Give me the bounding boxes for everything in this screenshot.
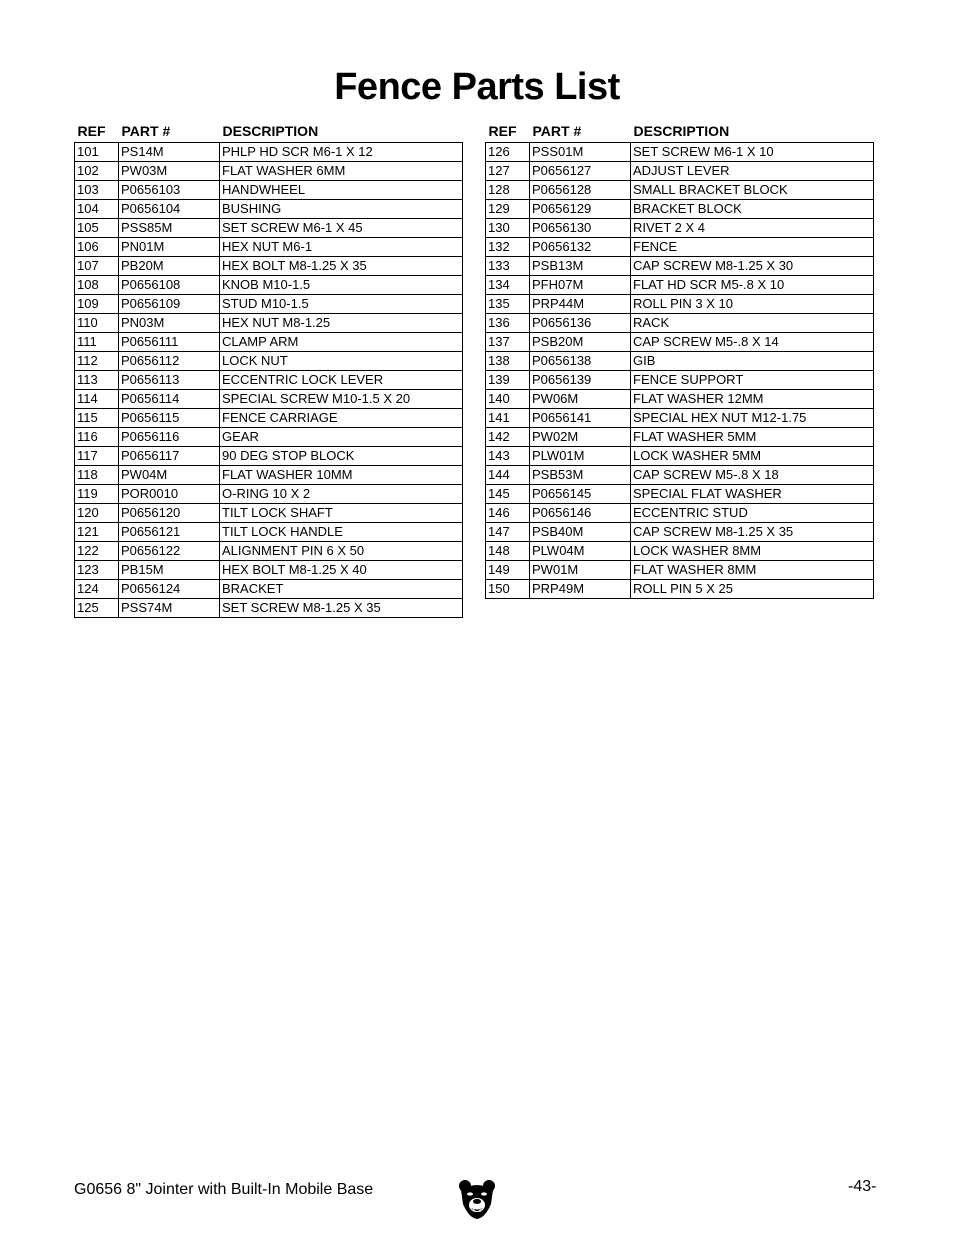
cell-part-number: PRP49M [530,580,631,599]
cell-description: FENCE [631,238,874,257]
page-number: -43- [848,1178,877,1195]
cell-description: ECCENTRIC STUD [631,504,874,523]
cell-description: TILT LOCK SHAFT [220,504,463,523]
table-row [75,143,463,162]
cell-part-number: PN03M [119,314,220,333]
header-ref: REF [488,123,517,139]
cell-part-number: PW02M [530,428,631,447]
cell-description: FLAT WASHER 6MM [220,162,463,181]
footer-model-title: G0656 8" Jointer with Built-In Mobile Base [74,1181,374,1198]
parts-table-left [74,120,463,618]
header-description: DESCRIPTION [633,123,730,139]
cell-part-number: P0656136 [530,314,631,333]
table-row [75,504,463,523]
table-row [486,523,874,542]
cell-description: HEX NUT M8-1.25 [220,314,463,333]
cell-part-number: PRP44M [530,295,631,314]
cell-ref: 142 [486,428,530,447]
table-row [486,257,874,276]
header-part: PART # [532,123,582,139]
cell-description: O-RING 10 X 2 [220,485,463,504]
cell-part-number: PSS74M [119,599,220,618]
page-title: Fence Parts List [334,66,620,108]
cell-ref: 118 [75,466,119,485]
table-row [75,523,463,542]
table-row [75,599,463,618]
cell-part-number: P0656108 [119,276,220,295]
cell-ref: 124 [75,580,119,599]
cell-ref: 117 [75,447,119,466]
table-row [75,561,463,580]
cell-ref: 134 [486,276,530,295]
cell-ref: 137 [486,333,530,352]
table-row [486,200,874,219]
cell-part-number: P0656129 [530,200,631,219]
cell-description: ALIGNMENT PIN 6 X 50 [220,542,463,561]
cell-part-number: P0656128 [530,181,631,200]
cell-ref: 138 [486,352,530,371]
cell-ref: 133 [486,257,530,276]
cell-description: HEX NUT M6-1 [220,238,463,257]
cell-description: BUSHING [220,200,463,219]
cell-ref: 136 [486,314,530,333]
table-row [75,219,463,238]
table-row [75,390,463,409]
table-row [75,580,463,599]
cell-ref: 125 [75,599,119,618]
cell-part-number: PW03M [119,162,220,181]
cell-description: TILT LOCK HANDLE [220,523,463,542]
cell-ref: 139 [486,371,530,390]
table-row [486,162,874,181]
cell-description: LOCK WASHER 5MM [631,447,874,466]
table-row [486,428,874,447]
cell-part-number: P0656104 [119,200,220,219]
cell-part-number: P0656139 [530,371,631,390]
table-row [486,371,874,390]
cell-part-number: PFH07M [530,276,631,295]
cell-ref: 123 [75,561,119,580]
table-header-row [486,120,874,143]
table-row [75,409,463,428]
table-row [486,485,874,504]
cell-description: RIVET 2 X 4 [631,219,874,238]
cell-part-number: PW06M [530,390,631,409]
cell-description: FLAT HD SCR M5-.8 X 10 [631,276,874,295]
table-row [75,428,463,447]
cell-description: KNOB M10-1.5 [220,276,463,295]
cell-part-number: P0656138 [530,352,631,371]
table-row [75,295,463,314]
cell-description: FLAT WASHER 10MM [220,466,463,485]
cell-ref: 130 [486,219,530,238]
cell-description: BRACKET [220,580,463,599]
cell-ref: 112 [75,352,119,371]
table-row [486,542,874,561]
cell-ref: 146 [486,504,530,523]
cell-description: HANDWHEEL [220,181,463,200]
cell-part-number: PSS85M [119,219,220,238]
cell-ref: 115 [75,409,119,428]
cell-description: SET SCREW M6-1 X 10 [631,143,874,162]
cell-description: GEAR [220,428,463,447]
cell-part-number: P0656103 [119,181,220,200]
table-row [486,219,874,238]
cell-ref: 105 [75,219,119,238]
cell-description: LOCK NUT [220,352,463,371]
cell-part-number: PSB20M [530,333,631,352]
cell-ref: 106 [75,238,119,257]
cell-part-number: P0656130 [530,219,631,238]
cell-part-number: PLW01M [530,447,631,466]
cell-description: 90 DEG STOP BLOCK [220,447,463,466]
table-row [486,561,874,580]
cell-ref: 149 [486,561,530,580]
table-row [486,143,874,162]
cell-part-number: PW04M [119,466,220,485]
cell-description: SMALL BRACKET BLOCK [631,181,874,200]
cell-description: FENCE CARRIAGE [220,409,463,428]
parts-table-right [485,120,874,599]
table-row [75,200,463,219]
cell-ref: 143 [486,447,530,466]
cell-part-number: POR0010 [119,485,220,504]
cell-ref: 148 [486,542,530,561]
cell-part-number: P0656120 [119,504,220,523]
cell-part-number: P0656146 [530,504,631,523]
cell-ref: 122 [75,542,119,561]
table-row [75,276,463,295]
cell-description: HEX BOLT M8-1.25 X 40 [220,561,463,580]
table-row [486,447,874,466]
cell-ref: 141 [486,409,530,428]
table-row [75,238,463,257]
cell-description: SPECIAL FLAT WASHER [631,485,874,504]
cell-description: RACK [631,314,874,333]
cell-description: FLAT WASHER 12MM [631,390,874,409]
cell-ref: 108 [75,276,119,295]
table-row [486,333,874,352]
cell-description: CAP SCREW M8-1.25 X 30 [631,257,874,276]
cell-part-number: P0656113 [119,371,220,390]
cell-part-number: PSB40M [530,523,631,542]
header-ref: REF [77,123,106,139]
cell-part-number: PB20M [119,257,220,276]
cell-description: FLAT WASHER 8MM [631,561,874,580]
cell-part-number: PSB53M [530,466,631,485]
cell-part-number: P0656111 [119,333,220,352]
cell-ref: 129 [486,200,530,219]
table-row [486,466,874,485]
cell-ref: 103 [75,181,119,200]
table-row [75,257,463,276]
cell-ref: 121 [75,523,119,542]
cell-ref: 110 [75,314,119,333]
cell-part-number: P0656122 [119,542,220,561]
cell-description: FENCE SUPPORT [631,371,874,390]
cell-ref: 101 [75,143,119,162]
cell-description: ROLL PIN 3 X 10 [631,295,874,314]
cell-part-number: P0656141 [530,409,631,428]
cell-ref: 144 [486,466,530,485]
cell-description: SPECIAL HEX NUT M12-1.75 [631,409,874,428]
cell-part-number: P0656121 [119,523,220,542]
cell-part-number: PSB13M [530,257,631,276]
cell-part-number: P0656115 [119,409,220,428]
cell-description: STUD M10-1.5 [220,295,463,314]
cell-ref: 114 [75,390,119,409]
cell-description: PHLP HD SCR M6-1 X 12 [220,143,463,162]
cell-part-number: PS14M [119,143,220,162]
table-row [75,371,463,390]
table-row [486,390,874,409]
cell-ref: 145 [486,485,530,504]
bear-head-logo-icon [458,1178,496,1220]
cell-ref: 119 [75,485,119,504]
table-row [486,580,874,599]
cell-ref: 140 [486,390,530,409]
cell-ref: 132 [486,238,530,257]
table-row [75,466,463,485]
cell-ref: 126 [486,143,530,162]
cell-ref: 150 [486,580,530,599]
cell-part-number: P0656112 [119,352,220,371]
cell-ref: 111 [75,333,119,352]
cell-part-number: P0656109 [119,295,220,314]
cell-ref: 147 [486,523,530,542]
cell-ref: 113 [75,371,119,390]
cell-ref: 116 [75,428,119,447]
table-row [75,447,463,466]
cell-part-number: P0656116 [119,428,220,447]
table-row [75,162,463,181]
table-row [486,314,874,333]
table-row [75,352,463,371]
cell-part-number: P0656117 [119,447,220,466]
cell-part-number: PSS01M [530,143,631,162]
cell-part-number: PN01M [119,238,220,257]
cell-description: ADJUST LEVER [631,162,874,181]
cell-description: SPECIAL SCREW M10-1.5 X 20 [220,390,463,409]
cell-part-number: P0656145 [530,485,631,504]
cell-description: ECCENTRIC LOCK LEVER [220,371,463,390]
cell-part-number: PB15M [119,561,220,580]
cell-description: CAP SCREW M5-.8 X 18 [631,466,874,485]
cell-description: SET SCREW M6-1 X 45 [220,219,463,238]
cell-description: ROLL PIN 5 X 25 [631,580,874,599]
cell-ref: 128 [486,181,530,200]
cell-description: CAP SCREW M8-1.25 X 35 [631,523,874,542]
cell-part-number: P0656124 [119,580,220,599]
table-row [486,295,874,314]
cell-part-number: PLW04M [530,542,631,561]
table-row [75,314,463,333]
table-row [486,504,874,523]
cell-ref: 120 [75,504,119,523]
cell-part-number: P0656132 [530,238,631,257]
table-row [486,352,874,371]
cell-ref: 102 [75,162,119,181]
table-row [75,542,463,561]
cell-description: LOCK WASHER 8MM [631,542,874,561]
cell-description: FLAT WASHER 5MM [631,428,874,447]
cell-description: HEX BOLT M8-1.25 X 35 [220,257,463,276]
cell-part-number: PW01M [530,561,631,580]
cell-ref: 127 [486,162,530,181]
cell-description: BRACKET BLOCK [631,200,874,219]
cell-description: CLAMP ARM [220,333,463,352]
header-description: DESCRIPTION [222,123,319,139]
table-row [486,276,874,295]
cell-description: SET SCREW M8-1.25 X 35 [220,599,463,618]
cell-ref: 107 [75,257,119,276]
cell-description: CAP SCREW M5-.8 X 14 [631,333,874,352]
header-part: PART # [121,123,171,139]
cell-description: GIB [631,352,874,371]
table-row [75,333,463,352]
cell-part-number: P0656127 [530,162,631,181]
cell-ref: 135 [486,295,530,314]
cell-part-number: P0656114 [119,390,220,409]
cell-ref: 104 [75,200,119,219]
cell-ref: 109 [75,295,119,314]
table-header-row [75,120,463,143]
table-row [75,181,463,200]
table-row [75,485,463,504]
table-row [486,409,874,428]
table-row [486,181,874,200]
table-row [486,238,874,257]
